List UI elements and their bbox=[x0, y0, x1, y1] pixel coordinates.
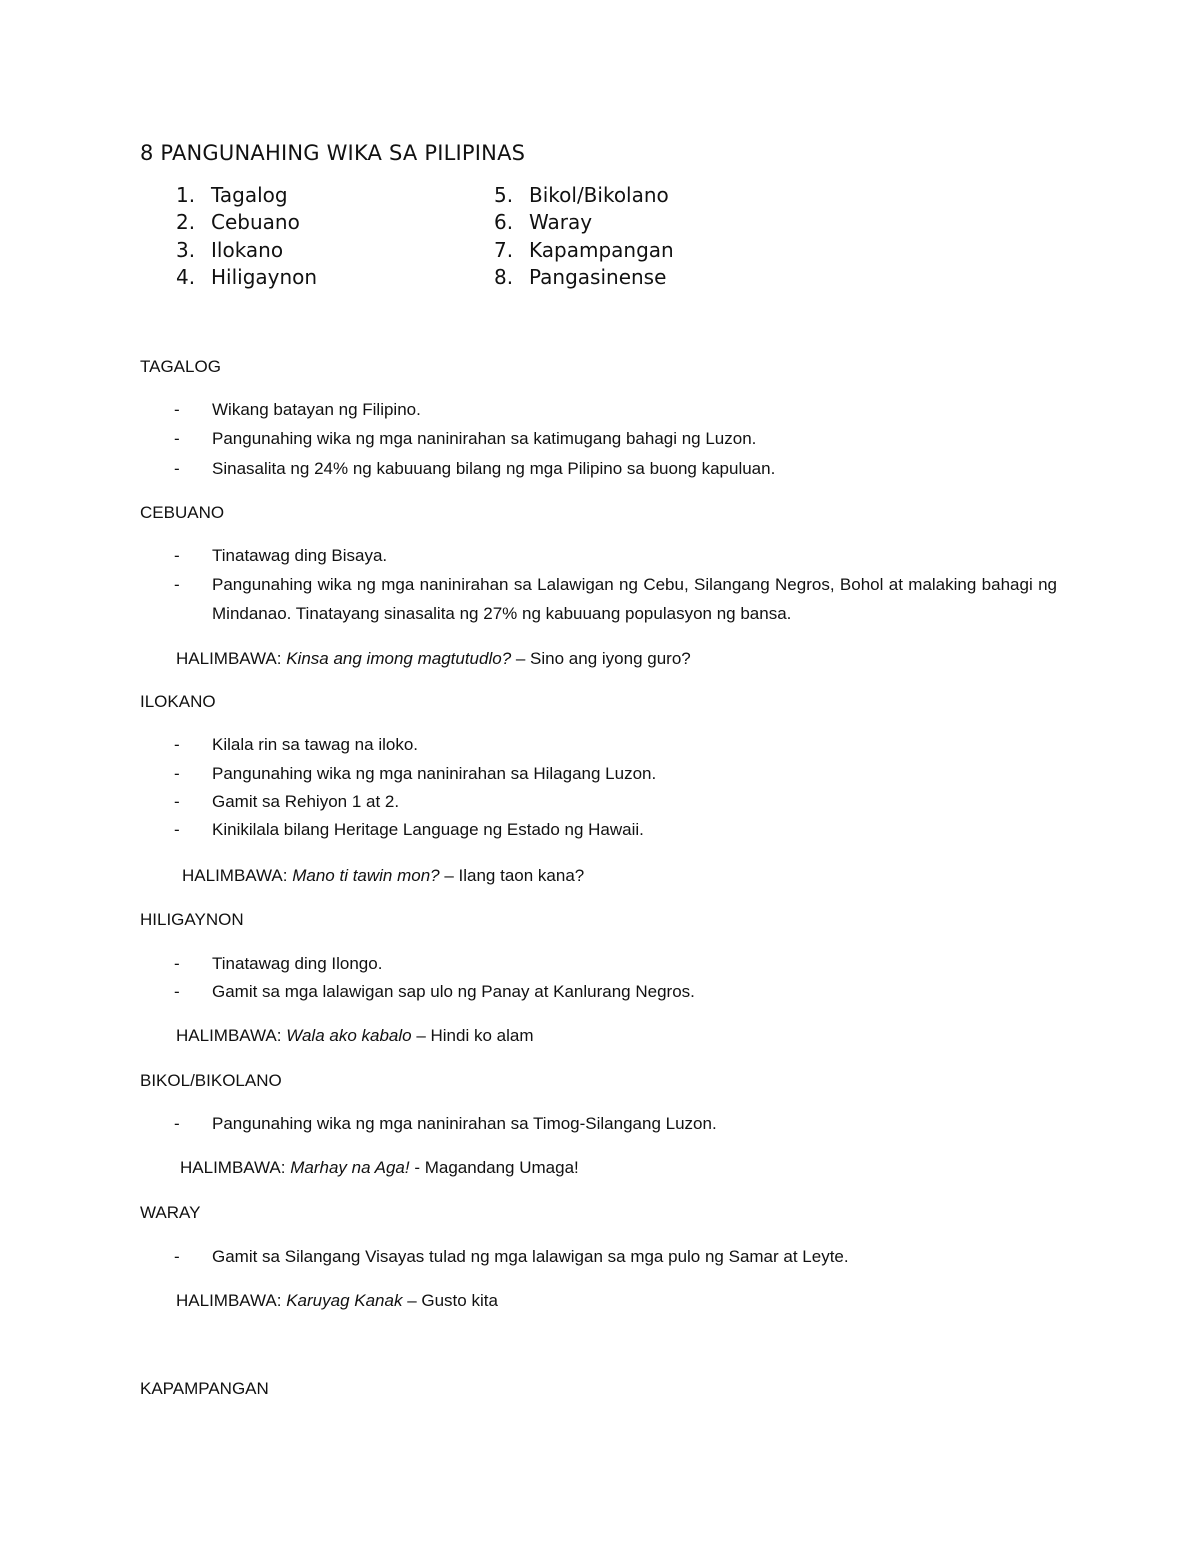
bullet-marker: - bbox=[174, 400, 180, 419]
example-line-bikol: HALIMBAWA: Marhay na Aga! - Magandang Umaga! bbox=[180, 1158, 579, 1177]
section-heading-kapampangan: KAPAMPANGAN bbox=[140, 1379, 269, 1398]
bullet-item: Gamit sa Silangang Visayas tulad ng mga lalawigan sa mga pulo ng Samar at Leyte. bbox=[212, 1247, 849, 1266]
bullet-marker: - bbox=[174, 820, 180, 839]
bullet-marker: - bbox=[174, 792, 180, 811]
bullet-marker: - bbox=[174, 982, 180, 1001]
language-list-item: 2. Cebuano bbox=[176, 210, 300, 235]
section-heading-hiligaynon: HILIGAYNON bbox=[140, 910, 244, 929]
bullet-item: Kilala rin sa tawag na iloko. bbox=[212, 735, 419, 754]
language-list-item: 5. Bikol/Bikolano bbox=[494, 183, 669, 207]
bullet-item: Tinatawag ding Ilongo. bbox=[212, 954, 383, 973]
language-list-item: 4. Hiligaynon bbox=[176, 264, 318, 289]
bullet-item: Gamit sa Rehiyon 1 at 2. bbox=[212, 792, 400, 811]
language-list-item: 3. Ilokano bbox=[176, 237, 284, 262]
example-line-waray: HALIMBAWA: Karuyag Kanak – Gusto kita bbox=[176, 1291, 498, 1310]
bullet-item: Gamit sa mga lalawigan sap ulo ng Panay at Kanlurang Negros. bbox=[212, 982, 695, 1001]
language-list-right bbox=[494, 182, 674, 291]
bullet-item: Sinasalita ng 24% ng kabuuang bilang ng mga Pilipino sa buong kapuluan. bbox=[212, 459, 776, 478]
bullet-marker: - bbox=[174, 575, 180, 594]
bullet-marker: - bbox=[174, 459, 180, 478]
section-heading-bikol: BIKOL/BIKOLANO bbox=[140, 1071, 282, 1090]
bullet-item: Tinatawag ding Bisaya. bbox=[212, 546, 388, 565]
bullet-item: Pangunahing wika ng mga naninirahan sa Hilagang Luzon. bbox=[212, 764, 657, 783]
language-list-item: 8. Pangasinense bbox=[494, 264, 667, 289]
document-title: 8 PANGUNAHING WIKA SA PILIPINAS bbox=[140, 141, 526, 165]
bullet-marker: - bbox=[174, 735, 180, 754]
bullet-item: Pangunahing wika ng mga naninirahan sa katimugang bahagi ng Luzon. bbox=[212, 429, 757, 448]
example-line-cebuano: HALIMBAWA: Kinsa ang imong magtutudlo? – Sino ang iyong guro? bbox=[176, 649, 691, 668]
section-heading-ilokano: ILOKANO bbox=[140, 692, 216, 711]
example-line-hiligaynon: HALIMBAWA: Wala ako kabalo – Hindi ko alam bbox=[176, 1026, 534, 1045]
bullet-item: Pangunahing wika ng mga naninirahan sa Lalawigan ng Cebu, Silangang Negros, Bohol at malaking bahagi ng Mindanao. Tinatayang sinasalita ng 27% ng kabuuang populasyon ng bansa. bbox=[212, 575, 1057, 623]
bullet-marker: - bbox=[174, 546, 180, 565]
section-heading-waray: WARAY bbox=[140, 1203, 201, 1222]
bullet-marker: - bbox=[174, 1247, 180, 1266]
bullet-item: Kinikilala bilang Heritage Language ng Estado ng Hawaii. bbox=[212, 820, 644, 839]
bullet-marker: - bbox=[174, 764, 180, 783]
language-list-item: 1. Tagalog bbox=[176, 183, 288, 207]
section-heading-cebuano: CEBUANO bbox=[140, 503, 225, 522]
bullet-item: Wikang batayan ng Filipino. bbox=[212, 400, 421, 419]
example-line-ilokano: HALIMBAWA: Mano ti tawin mon? – Ilang taon kana? bbox=[182, 866, 585, 885]
section-heading-tagalog: TAGALOG bbox=[140, 357, 221, 376]
bullet-marker: - bbox=[174, 954, 180, 973]
bullet-item: Pangunahing wika ng mga naninirahan sa Timog-Silangang Luzon. bbox=[212, 1114, 717, 1133]
language-list-left bbox=[176, 182, 317, 291]
language-list-item: 7. Kapampangan bbox=[494, 237, 674, 262]
bullet-marker: - bbox=[174, 1114, 180, 1133]
bullet-marker: - bbox=[174, 429, 180, 448]
language-list-item: 6. Waray bbox=[494, 210, 593, 235]
